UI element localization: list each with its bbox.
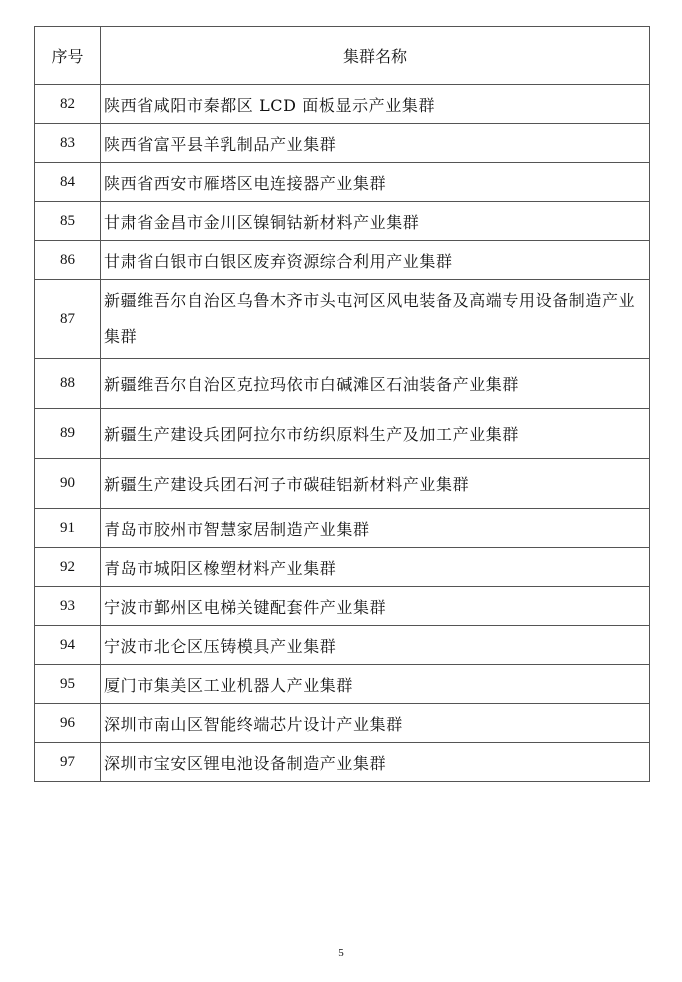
table-row: [35, 459, 650, 509]
cluster-name: 新疆维吾尔自治区乌鲁木齐市头屯河区风电装备及高端专用设备制造产业集群: [101, 280, 650, 359]
cluster-table: [34, 26, 650, 782]
table-body: [35, 85, 650, 782]
row-number: 92: [35, 548, 101, 587]
table-row: [35, 704, 650, 743]
table-row: [35, 665, 650, 704]
table-row: [35, 280, 650, 359]
table-header: [35, 27, 650, 85]
cluster-name: 青岛市城阳区橡塑材料产业集群: [101, 548, 650, 587]
cluster-name: 甘肃省金昌市金川区镍铜钴新材料产业集群: [101, 202, 650, 241]
row-number: 90: [35, 459, 101, 509]
cluster-name: 陕西省富平县羊乳制品产业集群: [101, 124, 650, 163]
header-cluster-name: 集群名称: [101, 27, 650, 85]
table-row: [35, 124, 650, 163]
row-number: 86: [35, 241, 101, 280]
cluster-name: 新疆维吾尔自治区克拉玛依市白碱滩区石油装备产业集群: [101, 359, 650, 409]
cluster-name: 青岛市胶州市智慧家居制造产业集群: [101, 509, 650, 548]
row-number: 88: [35, 359, 101, 409]
table-row: [35, 743, 650, 782]
cluster-name: 宁波市北仑区压铸模具产业集群: [101, 626, 650, 665]
header-number: 序号: [35, 27, 101, 85]
table-row: [35, 85, 650, 124]
table-row: [35, 587, 650, 626]
cluster-name: 甘肃省白银市白银区废弃资源综合利用产业集群: [101, 241, 650, 280]
row-number: 97: [35, 743, 101, 782]
row-number: 87: [35, 280, 101, 359]
row-number: 93: [35, 587, 101, 626]
cluster-name: 深圳市宝安区锂电池设备制造产业集群: [101, 743, 650, 782]
table-row: [35, 409, 650, 459]
row-number: 96: [35, 704, 101, 743]
table-row: [35, 241, 650, 280]
table-row: [35, 163, 650, 202]
table-row: [35, 359, 650, 409]
cluster-name: 陕西省咸阳市秦都区 LCD 面板显示产业集群: [101, 85, 650, 124]
row-number: 94: [35, 626, 101, 665]
cluster-name: 深圳市南山区智能终端芯片设计产业集群: [101, 704, 650, 743]
table-row: [35, 202, 650, 241]
cluster-name: 新疆生产建设兵团石河子市碳硅铝新材料产业集群: [101, 459, 650, 509]
row-number: 89: [35, 409, 101, 459]
row-number: 83: [35, 124, 101, 163]
table-row: [35, 509, 650, 548]
cluster-name: 宁波市鄞州区电梯关键配套件产业集群: [101, 587, 650, 626]
row-number: 91: [35, 509, 101, 548]
table-row: [35, 626, 650, 665]
row-number: 82: [35, 85, 101, 124]
cluster-name: 厦门市集美区工业机器人产业集群: [101, 665, 650, 704]
row-number: 85: [35, 202, 101, 241]
table-row: [35, 548, 650, 587]
cluster-name: 陕西省西安市雁塔区电连接器产业集群: [101, 163, 650, 202]
row-number: 84: [35, 163, 101, 202]
row-number: 95: [35, 665, 101, 704]
page-number: 5: [338, 947, 344, 959]
cluster-name: 新疆生产建设兵团阿拉尔市纺织原料生产及加工产业集群: [101, 409, 650, 459]
header-row: [35, 27, 650, 85]
